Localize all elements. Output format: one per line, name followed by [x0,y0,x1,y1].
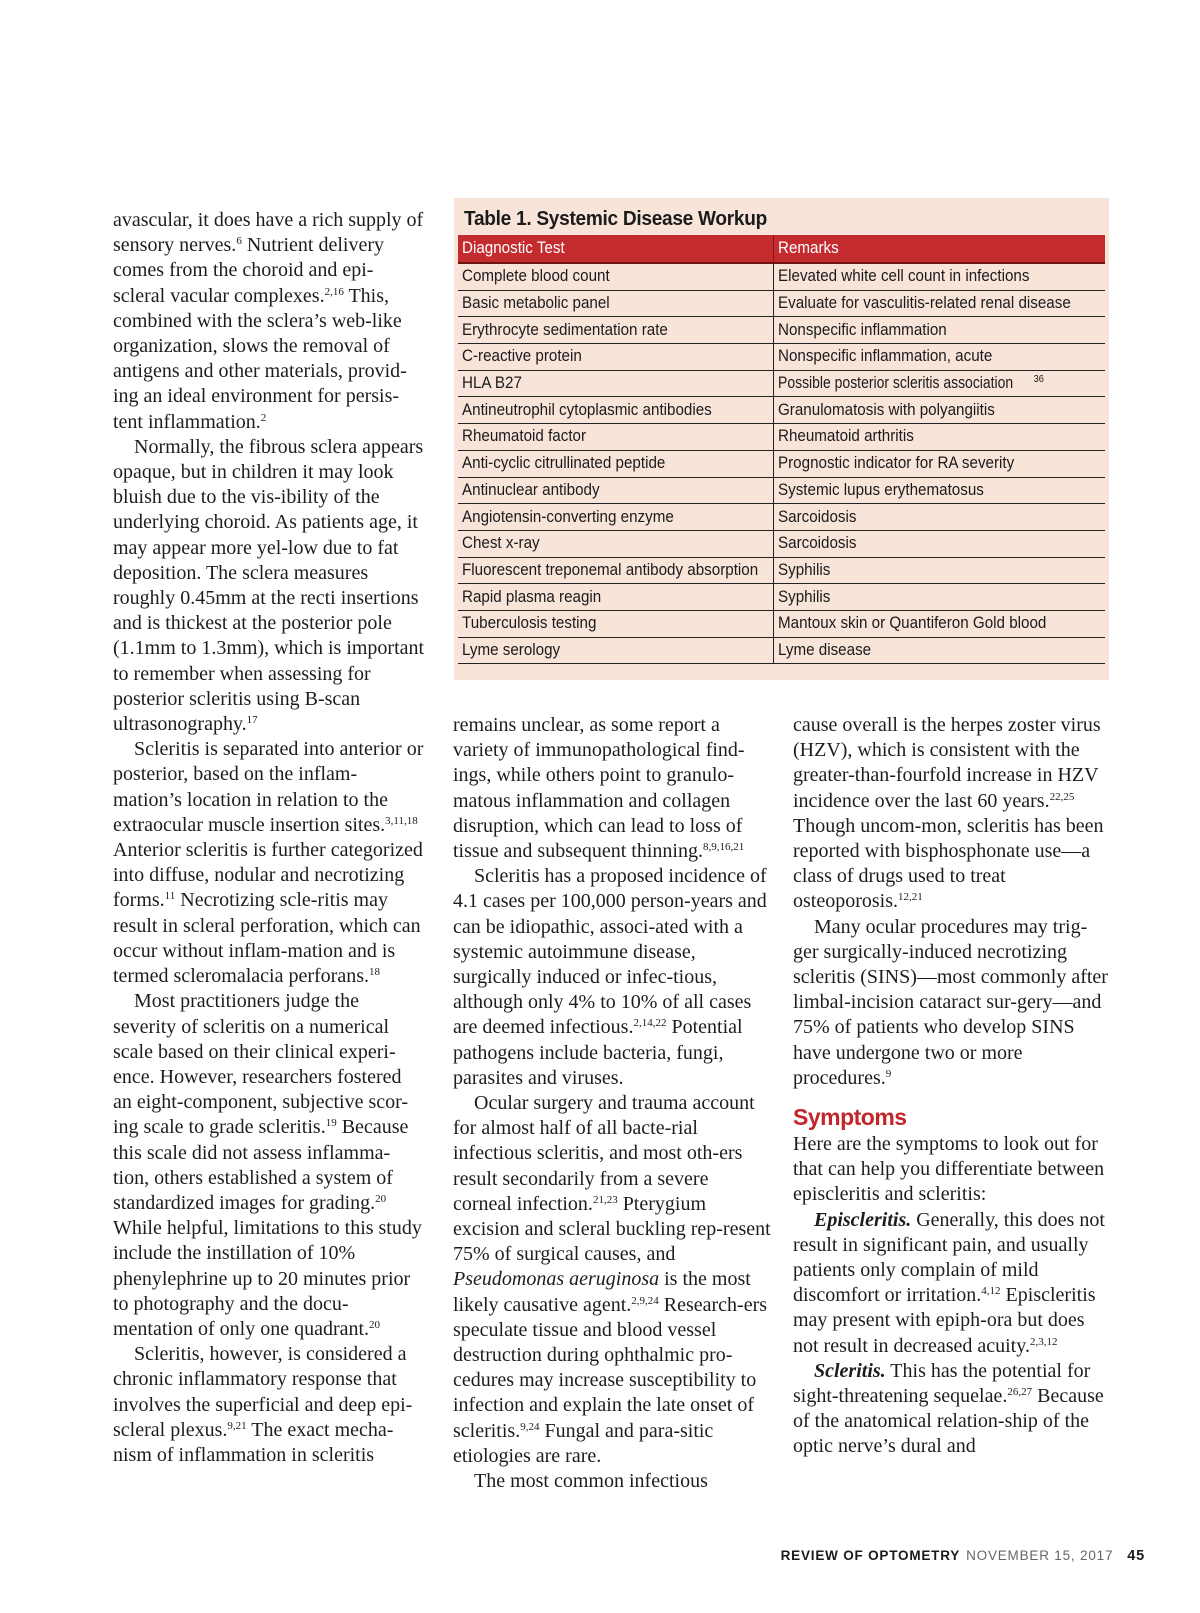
table-cell: Syphilis [773,584,1105,611]
section-heading-symptoms: Symptoms [793,1104,907,1131]
table-row [458,450,1105,477]
body-column-3 [793,713,1110,1460]
table-cell: Granulomatosis with polyangiitis [773,397,1105,424]
paragraph: Normally, the fibrous sclera appears opaque, but in children it may look bluish due to the vis-ibility of the underlying choroid. As patients age, it may appear more yel-low due to fat deposition. The sclera measures roughly 0.45mm at the recti insertions and is thickest at the posterior pole (1.1mm to 1.3mm), which is important to remember when assessing for posterior scleritis using B-scan ultrasonography.$^{17}$ [113,435,425,736]
paragraph: Scleritis, however, is considered a chronic inflammatory response that involves the superficial and deep epi-scleral plexus.$^{9,21}$ The exact mecha-nism of inflammation in scleritis [113,1343,413,1466]
table-cell: Syphilis [773,557,1105,584]
table-cell: HLA B27 [458,370,773,397]
table-row [458,584,1105,611]
table-cell: Antinuclear antibody [458,477,773,504]
table-cell: Antineutrophil cytoplasmic antibodies [458,397,773,424]
paragraph: The most common infectious [474,1470,708,1493]
table-cell: Fluorescent treponemal antibody absorption [458,557,773,584]
table-cell: Angiotensin-converting enzyme [458,504,773,531]
table-row [458,530,1105,557]
issue-date: NOVEMBER 15, 2017 [966,1548,1114,1563]
paragraph: Scleritis has a proposed incidence of 4.1 cases per 100,000 person-years and can be idiopathic, associ-ated with a systemic autoimmune disease, surgically induced or infec-tious, although only 4% to 10% of all cases are deemed infectious.$^{2,14,22}$ Potential pathogens include bacteria, fungi, parasites and viruses. [453,865,767,1089]
table-row [458,290,1105,317]
table-cell: Basic metabolic panel [458,290,773,317]
page-footer [781,1548,1145,1564]
table-cell: Erythrocyte sedimentation rate [458,317,773,344]
table-row [458,424,1105,451]
table-cell: Elevated white cell count in infections [773,263,1105,290]
body-column-2 [453,713,771,1494]
paragraph: Episcleritis. Generally, this does not result in significant pain, and usually patients only complain of mild discomfort or irritation.$^{4,12}$ Episcleritis may present with epiph-ora but does not result in decreased acuity.$^{2,3,12}$ [793,1208,1105,1357]
table-row [458,477,1105,504]
table-cell: Tuberculosis testing [458,610,773,637]
table-cell: Possible posterior scleritis association $^{36}$ [773,370,1105,397]
paragraph: Here are the symptoms to look out for that can help you differentiate between episcleritis and scleritis: [793,1133,1105,1206]
table-row [458,610,1105,637]
paragraph: Scleritis. This has the potential for sight-threatening sequelae.$^{26,27}$ Because of the anatomical relation-ship of the optic nerve’s dural and [793,1359,1104,1458]
table-row [458,397,1105,424]
paragraph: Most practitioners judge the severity of scleritis on a numerical scale based on their clinical experi-ence. However, researchers fostered an eight-component, subjective scor-ing scale to grade scleritis.$^{19}$ Because this scale did not assess inflamma-tion, others established a system of standardized images for grading.$^{20}$ While helpful, limitations to this study include the instillation of 10% phenylephrine up to 20 minutes prior to photography and the docu-mentation of only one quadrant.$^{20}$ [113,990,422,1340]
table-cell: Sarcoidosis [773,504,1105,531]
workup-table [458,235,1105,664]
run-in-heading-episcleritis: Episcleritis. [814,1208,912,1231]
table-row [458,637,1105,664]
page-number: 45 [1127,1548,1145,1564]
paragraph: Many ocular procedures may trig-ger surgically-induced necrotizing scleritis (SINS)—most commonly after limbal-incision cataract sur-gery—and 75% of patients who develop SINS have undergone two or more procedures.$^9$ [793,915,1108,1089]
table-cell: Prognostic indicator for RA severity [773,450,1105,477]
table-cell: Evaluate for vasculitis-related renal disease [773,290,1105,317]
table-cell: Sarcoidosis [773,530,1105,557]
table-row [458,317,1105,344]
paragraph: Scleritis is separated into anterior or posterior, based on the inflam-mation’s location in relation to the extraocular muscle insertion sites.$^{3,11,18}$ Anterior scleritis is further categorized into diffuse, nodular and necrotizing forms.$^{11}$ Necrotizing scle-ritis may result in scleral perforation, which can occur without inflam-mation and is termed scleromalacia perforans.$^{18}$ [113,738,424,988]
table-cell: Systemic lupus erythematosus [773,477,1105,504]
paragraph: Ocular surgery and trauma account for almost half of all bacte-rial infectious scleritis, and most oth-ers result secondarily from a severe corneal infection.$^{21,23}$ Pterygium excision and scleral buckling rep-resent 75% of surgical causes, and Pseudomonas aeruginosa is the most likely causative agent.$^{2,9,24}$ Research-ers speculate tissue and blood vessel destruction during ophthalmic pro-cedures may increase susceptibility to infection and explain the late onset of scleritis.$^{9,24}$ Fungal and para-sitic etiologies are rare. [453,1092,771,1467]
table-cell: Anti-cyclic citrullinated peptide [458,450,773,477]
table-cell: Nonspecific inflammation [773,317,1105,344]
systemic-disease-workup-table-box [454,198,1109,680]
table-cell: Rheumatoid arthritis [773,424,1105,451]
table-header-row [458,235,1105,263]
publication-name: REVIEW OF OPTOMETRY [780,1548,961,1563]
table-title: Table 1. Systemic Disease Workup [464,207,767,230]
table-cell: Complete blood count [458,263,773,290]
table-cell: Mantoux skin or Quantiferon Gold blood [773,610,1105,637]
body-column-1 [113,208,425,1468]
table-cell: Nonspecific inflammation, acute [773,344,1105,371]
reference-superscript: 36 [1033,374,1044,386]
column-header-remarks: Remarks [773,235,1105,263]
table-cell: Chest x-ray [458,530,773,557]
column-header-diagnostic-test: Diagnostic Test [458,235,773,263]
paragraph: avascular, it does have a rich supply of sensory nerves.$^6$ Nutrient delivery comes from the choroid and epi-scleral vacular complexes.$^{2,16}$ This, combined with the sclera’s web-like organization, slows the removal of antigens and other materials, provid-ing an ideal environment for persis-tent inflammation.$^2$ [113,209,424,433]
table-cell: Rapid plasma reagin [458,584,773,611]
table-row [458,557,1105,584]
run-in-heading-scleritis: Scleritis. [814,1359,886,1382]
paragraph: remains unclear, as some report a variety of immunopathological find-ings, while others point to granulo-matous inflammation and collagen disruption, which can lead to loss of tissue and subsequent thinning.$^{8,9,16,21}$ [453,714,745,863]
table-row [458,344,1105,371]
table-cell: Rheumatoid factor [458,424,773,451]
table-cell: C-reactive protein [458,344,773,371]
paragraph: cause overall is the herpes zoster virus (HZV), which is consistent with the greater-than-fourfold increase in HZV incidence over the last 60 years.$^{22,25}$ Though uncom-mon, scleritis has been reported with bisphosphonate use—a class of drugs used to treat osteoporosis.$^{12,21}$ [793,714,1104,913]
table-row [458,370,1105,397]
table-cell: Lyme serology [458,637,773,664]
species-name: Pseudomonas aeruginosa [453,1268,660,1291]
table-cell: Lyme disease [773,637,1105,664]
table-row [458,504,1105,531]
table-row [458,263,1105,290]
